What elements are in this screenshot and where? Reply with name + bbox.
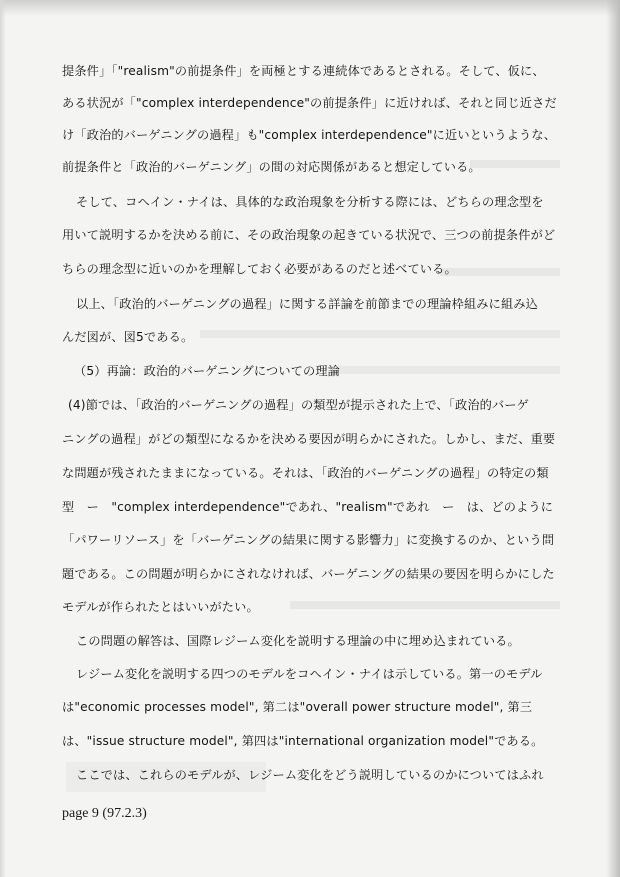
paragraph-line: 前提条件と「政治的バーゲニング」の間の対応関係があると想定している。	[62, 160, 481, 174]
paragraph-line: 「パワーリソース」を「バーゲニングの結果に関する影響力」に変換するのか、という問	[62, 533, 555, 547]
paragraph-line: ある状況が「"complex interdependence"の前提条件」に近ければ、それと同じ近さだ	[62, 96, 557, 110]
paragraph-line: な問題が残されたままになっている。それは、「政治的バーゲニングの過程」の特定の類	[62, 466, 549, 480]
paragraph-line: モデルが作られたとはいいがたい。	[62, 600, 259, 614]
paragraph-line: ちらの理念型に近いのかを理解しておく必要があるのだと述べている。	[62, 262, 457, 276]
paragraph-line: 型 ー "complex interdependence"であれ、"realism"であれ ー は、どのように	[62, 500, 554, 514]
section-heading: （5）再論：政治的バーゲニングについての理論	[74, 364, 341, 378]
paragraph-line: ここでは、これらのモデルが、レジーム変化をどう説明しているのかについてはふれ	[76, 768, 544, 782]
paragraph-line: け「政治的バーゲニングの過程」も"complex interdependence"に近いというような、	[62, 128, 557, 142]
paragraph-line: そして、コヘイン・ナイは、具体的な政治現象を分析する際には、どちらの理念型を	[76, 195, 544, 209]
paragraph-line: 用いて説明するかを決める前に、その政治現象の起きている状況で、三つの前提条件がど	[62, 228, 556, 242]
paragraph-line: は、"issue structure model", 第四は"international organization model"である。	[62, 734, 544, 748]
paragraph-line: レジーム変化を説明する四つのモデルをコヘイン・ナイは示している。第一のモデル	[76, 667, 543, 681]
paragraph-line: 提条件」「"realism"の前提条件」を両極とする連続体であるとされる。そして、仮に、	[62, 64, 545, 78]
page-number: page 9 (97.2.3)	[62, 806, 147, 821]
paragraph-line: は"economic processes model", 第二は"overall power structure model", 第三	[62, 700, 533, 714]
paragraph-line: んだ図が、図5である。	[62, 330, 194, 344]
paragraph-line: 以上、「政治的バーゲニングの過程」に関する詳論を前節までの理論枠組みに組み込	[76, 297, 538, 311]
paragraph-line: この問題の解答は、国際レジーム変化を説明する理論の中に埋め込まれている。	[76, 634, 520, 648]
paragraph-line: (4)節では、「政治的バーゲニングの過程」の類型が提示された上で、「政治的バーゲ	[68, 398, 530, 412]
paragraph-line: ニングの過程」がどの類型になるかを決める要因が明らかにされた。しかし、まだ、重要	[62, 432, 556, 446]
paragraph-line: 題である。この問題が明らかにされなければ、バーゲニングの結果の要因を明らかにした	[62, 567, 555, 581]
